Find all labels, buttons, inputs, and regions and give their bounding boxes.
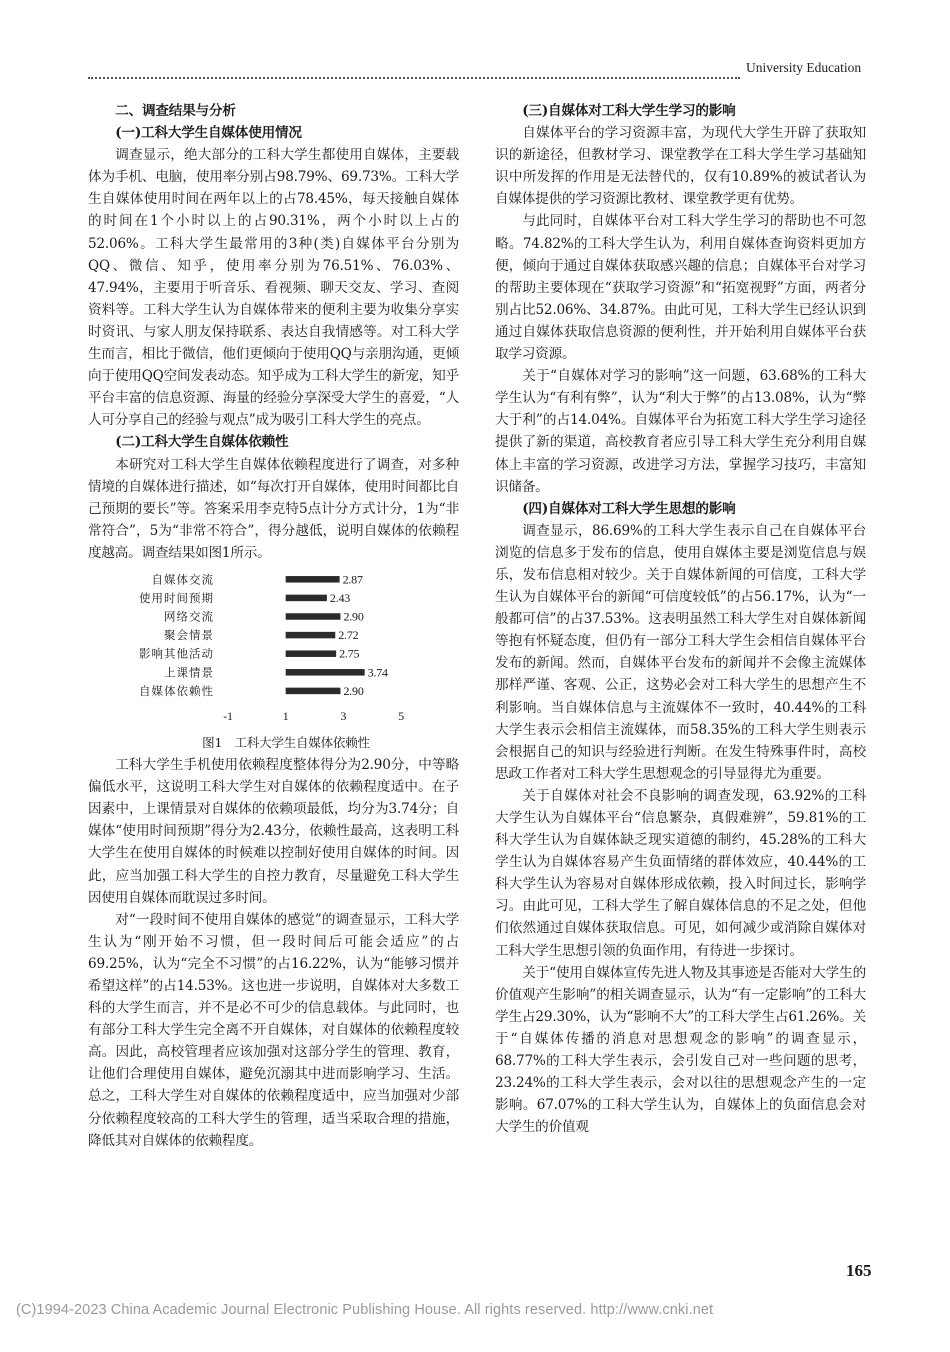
paragraph: 关于“使用自媒体宣传先进人物及其事迹是否能对大学生的价值观产生影响”的相关调查显示，认为“有一定影响”的工科大学生占29.30%，认为“影响不大”的工科大学生占61.26%。关于“自媒体传播的消息对思想观念的影响”的调查显示，68.77%的工科大学生表示，会引发自己对一些问题的思考，23.24%的工科大学生表示，会对以往的思想观念产生的一定影响。67.07%的工科大学生认为，自媒体上的负面信息会对大学生的价值观	[495, 964, 866, 1136]
category-label: 影响其他活动	[139, 646, 214, 661]
value-label: 3.74	[367, 665, 388, 680]
paragraph: 自媒体平台的学习资源丰富，为现代大学生开辟了获取知识的新途径，但教材学习、课堂教学在工科大学生学习基础知识中所发挥的作用是无法替代的，仅有10.89%的被试者认为自媒体提供的学习资源比教材、课堂教学更有优势。	[495, 125, 866, 208]
value-label: 2.87	[342, 572, 363, 587]
right-column	[495, 100, 866, 1138]
bar	[286, 595, 327, 602]
bar	[286, 632, 336, 639]
x-tick-label: 1	[282, 709, 289, 724]
category-label: 自媒体依赖性	[139, 683, 214, 698]
subsection-heading-4: (四)自媒体对工科大学生思想的影响	[522, 500, 736, 517]
subsection-heading-1: (一)工科大学生自媒体使用情况	[115, 125, 302, 142]
copyright-footer: (C)1994-2023 China Academic Journal Electronic Publishing House. All rights reserved. http://www.cnki.net	[16, 1302, 714, 1318]
bar	[286, 613, 341, 620]
paragraph: 调查显示，86.69%的工科大学生表示自己在自媒体平台浏览的信息多于发布的信息，使用自媒体主要是浏览信息与娱乐，发布信息相对较少。关于自媒体新闻的可信度，工科大学生认为自媒体平台的新闻“可信度较低”的占56.17%，认为“一般都可信”的占37.53%。这表明虽然工科大学生对自媒体新闻等抱有怀疑态度，但仍有一部分工科大学生会相信自媒体平台发布的新闻。然而，自媒体平台发布的新闻并不会像主流媒体那样严谨、客观、公正，这势必会对工科大学生的思想产生不利影响。当自媒体信息与主流媒体不一致时，40.44%的工科大学生表示会相信主流媒体，而58.35%的工科大学生则表示会根据自己的知识与经验进行判断。在发生特殊事件时，高校思政工作者对工科大学生思想观念的引导显得尤为重要。	[495, 522, 866, 782]
value-label: 2.90	[343, 609, 364, 624]
paragraph: 工科大学生手机使用依赖程度整体得分为2.90分，中等略偏低水平，这说明工科大学生对自媒体的依赖程度适中。在子因素中，上课情景对自媒体的依赖项最低，均分为3.74分；自媒体“使用时间预期”得分为2.43分，依赖性最高，这表明工科大学生在使用自媒体的时候难以控制好使用自媒体的时间。因此，应当加强工科大学生的自控力教育，尽量避免工科大学生因使用自媒体而耽误过多时间。	[88, 757, 459, 906]
paragraph: 调查显示，绝大部分的工科大学生都使用自媒体，主要载体为手机、电脑，使用率分别占98.79%、69.73%。工科大学生自媒体使用时间在两年以上的占78.45%，每天接触自媒体的时间在1个小时以上的占90.31%，两个小时以上占的52.06%。工科大学生最常用的3种(类)自媒体平台分别为QQ、微信、知乎，使用率分别为76.51%、76.03%、47.94%，主要用于听音乐、看视频、聊天交友、学习、查阅资料等。工科大学生认为自媒体带来的便利主要为收集分享实时资讯、与家人朋友保持联系、表达自我情感等。对工科大学生而言，相比于微信，他们更倾向于使用QQ与亲朋沟通，更倾向于使用QQ空间发表动态。知乎成为工科大学生的新宠，知乎平台丰富的信息资源、海量的经验分享深受大学生的喜爱，“人人可分享自己的经验与观点”成为吸引工科大学生的亮点。	[88, 147, 459, 429]
category-label: 网络交流	[164, 609, 214, 624]
subsection-heading-2: (二)工科大学生自媒体依赖性	[115, 434, 289, 451]
header-dotted-rule	[88, 77, 740, 79]
section-heading: 二、调查结果与分析	[115, 103, 236, 119]
category-label: 自媒体交流	[151, 572, 214, 587]
category-label: 上课情景	[164, 665, 214, 680]
bar-chart-svg	[88, 566, 459, 732]
value-label: 2.90	[343, 683, 364, 698]
x-tick-label: 3	[340, 709, 347, 724]
figure-1-chart	[88, 566, 459, 732]
value-label: 2.43	[329, 590, 351, 605]
figure-caption: 图1 工科大学生自媒体依赖性	[202, 734, 370, 750]
page-number: 165	[846, 1261, 872, 1280]
category-label: 使用时间预期	[139, 590, 214, 605]
paragraph: 与此同时，自媒体平台对工科大学生学习的帮助也不可忽略。74.82%的工科大学生认为，利用自媒体查询资料更加方便，倾向于通过自媒体获取感兴趣的信息；自媒体平台对学习的帮助主要体现在“获取学习资源”和“拓宽视野”方面，两者分别占比52.06%、34.87%。由此可见，工科大学生已经认识到通过自媒体获取信息资源的便利性，并开始利用自媒体平台获取学习资源。	[495, 213, 866, 363]
bar	[286, 669, 365, 676]
x-tick-label: -1	[223, 709, 233, 724]
paragraph: 关于自媒体对社会不良影响的调查发现，63.92%的工科大学生认为自媒体平台“信息繁杂，真假难辨”，59.81%的工科大学生认为自媒体缺乏现实道德的制约，45.28%的工科大学生认为自媒体容易产生负面情绪的群体效应，40.44%的工科大学生认为容易对自媒体形成依赖，投入时间过长，影响学习。由此可见，工科大学生了解自媒体信息的不足之处，但他们依然通过自媒体获取信息。可见，如何减少或消除自媒体对工科大学生思想引领的负面作用，有待进一步探讨。	[495, 787, 866, 959]
paragraph: 对“一段时间不使用自媒体的感觉”的调查显示，工科大学生认为“刚开始不习惯，但一段时间后可能会适应”的占69.25%，认为“完全不习惯”的占16.22%，认为“能够习惯并希望这样”的占14.53%。这也进一步说明，自媒体对大多数工科的大学生而言，并不是必不可少的信息载体。与此同时，也有部分工科大学生完全离不开自媒体，对自媒体的依赖程度较高。因此，高校管理者应该加强对这部分学生的管理、教育，让他们合理使用自媒体，避免沉溺其中进而影响学习、生活。总之，工科大学生对自媒体的依赖程度适中，应当加强对少部分依赖程度较高的工科大学生的管理，适当采取合理的措施，降低其对自媒体的依赖程度。	[88, 911, 459, 1149]
paragraph: 本研究对工科大学生自媒体依赖程度进行了调查，对多种情境的自媒体进行描述，如“每次打开自媒体，使用时间都比自己预期的要长”等。答案采用李克特5点计分方式计分，1为“非常符合”，5为“非常不符合”，得分越低，说明自媒体的依赖程度越高。调查结果如图1所示。	[88, 456, 459, 561]
value-label: 2.72	[338, 628, 359, 643]
x-tick-label: 5	[398, 709, 404, 724]
subsection-heading-3: (三)自媒体对工科大学生学习的影响	[522, 103, 736, 119]
journal-name: University Education	[746, 60, 862, 75]
category-label: 聚会情景	[164, 628, 214, 643]
bar	[286, 650, 336, 657]
value-label: 2.75	[339, 646, 360, 661]
paragraph: 关于“自媒体对学习的影响”这一问题，63.68%的工科大学生认为“有利有弊”，认为“利大于弊”的占13.08%，认为“弊大于利”的占14.04%。自媒体平台为拓宽工科大学生学习途径提供了新的渠道，高校教育者应引导工科大学生充分利用自媒体上丰富的学习资源，改进学习方法，掌握学习技巧，丰富知识储备。	[495, 368, 866, 495]
left-column	[88, 100, 459, 1152]
bar	[286, 688, 341, 695]
bar	[286, 576, 340, 583]
